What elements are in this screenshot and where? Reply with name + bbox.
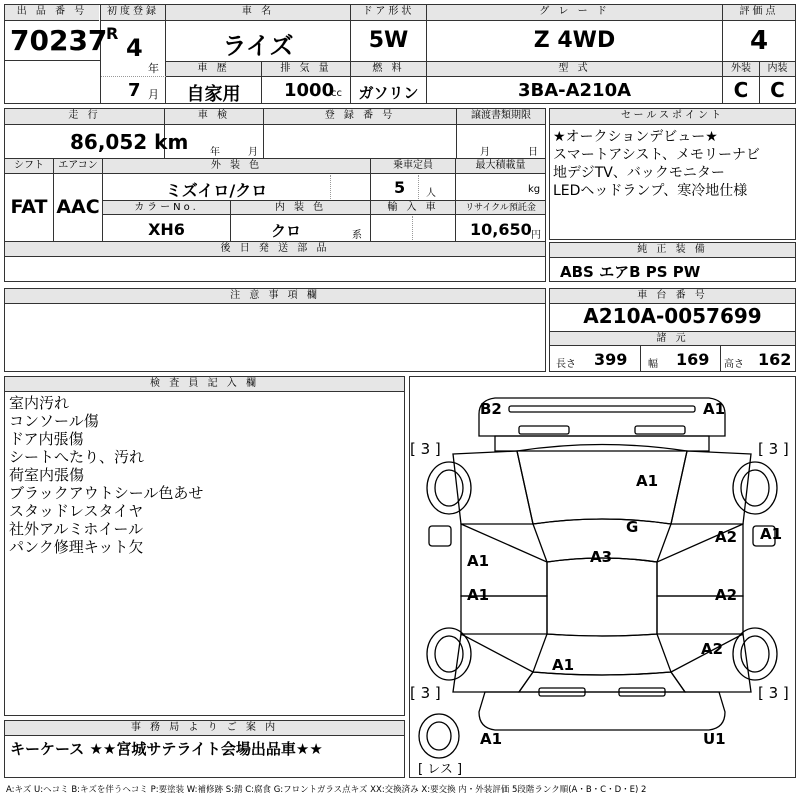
selling-point: ★オークションデビュー★ <box>553 129 718 145</box>
mark-right-fender: A1 <box>760 525 783 543</box>
reg-year-unit: 年 <box>148 62 159 75</box>
inspector-note: パンク修理キット欠 <box>9 538 144 556</box>
chassis-header: 車 台 番 号 <box>550 289 795 304</box>
inspector-note: シートへたり、汚れ <box>9 448 145 466</box>
inspector-note: スタッドレスタイヤ <box>9 502 144 520</box>
tire-rear-right: [ 3 ] <box>758 684 789 702</box>
height-value: 162 <box>758 350 792 369</box>
fuel-header: 燃 料 <box>351 61 426 77</box>
mark-left-rear-door: A1 <box>467 586 490 604</box>
tire-rear-left: [ 3 ] <box>410 684 441 702</box>
inspector-note: コンソール傷 <box>9 412 99 430</box>
displacement: 1000 <box>284 80 335 101</box>
import-header: 輸 入 車 <box>371 200 455 215</box>
legend: A:キズ U:ヘコミ B:キズを伴うヘコミ P:要塗装 W:補修跡 S:錆 C:腐食 G:フロントガラス点キズ XX:交換済み X:要交換 内・外装評価 5段階ランク順(A・B・C・D・E) 2 <box>6 785 647 795</box>
inspector-note: 社外アルミホイール <box>9 520 144 538</box>
color-no-header: カラーNo. <box>103 200 230 215</box>
transfer-header: 譲渡書類期限 <box>457 109 545 125</box>
inspector-note: 室内汚れ <box>9 394 70 412</box>
ac-header: エアコン <box>54 159 102 174</box>
reg-month-unit: 月 <box>148 88 159 101</box>
ext-header: 外装 <box>723 61 759 77</box>
mark-front-right-corner: A1 <box>703 400 726 418</box>
reg-month: 7 <box>128 80 141 101</box>
recycle-fee: 10,650 <box>470 220 532 239</box>
ext-color-header: 外 装 色 <box>103 159 370 174</box>
mark-right-quarter: A2 <box>701 640 724 658</box>
model-header: 型 式 <box>427 61 722 77</box>
transfer-day-unit: 日 <box>528 147 538 158</box>
transfer-month-unit: 月 <box>480 147 490 158</box>
displacement-unit: cc <box>331 88 342 99</box>
dimensions-header: 諸 元 <box>550 331 795 346</box>
spare-tire-label: [ レス ] <box>418 762 463 777</box>
later-parts-header: 後 日 発 送 部 品 <box>5 242 545 257</box>
selling-points-header: セールスポイント <box>550 109 795 125</box>
int-score: C <box>770 78 785 102</box>
int-color-header: 内 装 色 <box>231 200 370 215</box>
int-header: 内装 <box>760 61 795 77</box>
reg-year: 4 <box>126 34 143 62</box>
model-code: 3BA-A210A <box>517 80 632 101</box>
inspection-year-unit: 年 <box>210 147 220 158</box>
capacity-header: 乗車定員 <box>371 159 455 174</box>
mark-right-front-door: A2 <box>715 528 738 546</box>
mark-roof: A3 <box>590 548 613 566</box>
mark-tailgate: A1 <box>552 656 575 674</box>
score-header: 評価点 <box>723 5 795 21</box>
fuel: ガソリン <box>358 84 419 102</box>
color-no: XH6 <box>148 220 185 239</box>
int-color: クロ <box>270 222 301 240</box>
selling-points-list <box>553 128 760 200</box>
inspector-note: ドア内張傷 <box>9 430 84 448</box>
capacity: 5 <box>394 178 406 197</box>
shift-header: シフト <box>5 159 53 174</box>
office-note: キーケース ★★宮城サテライト会場出品車★★ <box>10 740 323 758</box>
history-header: 車 歴 <box>166 61 261 77</box>
inspection-month-unit: 月 <box>248 147 258 158</box>
load-unit: kg <box>528 184 541 195</box>
genuine-equipment: ABS エアB PS PW <box>560 263 701 281</box>
door-header: ドア形状 <box>351 5 426 21</box>
shift: FAT <box>10 196 48 218</box>
car-diagram <box>409 376 796 778</box>
reg-no-header: 登 録 番 号 <box>264 109 456 125</box>
max-load-header: 最大積載量 <box>456 159 545 174</box>
mark-hood: A1 <box>636 472 659 490</box>
ac: AAC <box>56 196 100 218</box>
length-label: 長さ <box>556 359 576 370</box>
inspector-header: 検 査 員 記 入 欄 <box>5 377 404 392</box>
mark-left-front-door: A1 <box>467 552 490 570</box>
recycle-header: リサイクル預託金 <box>456 200 545 215</box>
chassis-number: A210A-0057699 <box>583 304 762 328</box>
mileage-header: 走 行 <box>5 109 164 125</box>
mark-right-rear-door: A2 <box>715 586 738 604</box>
grade-header: グ レ ー ド <box>427 5 722 21</box>
mileage: 86,052 km <box>70 130 189 154</box>
lot-no-header: 出 品 番 号 <box>5 5 99 21</box>
ext-color: ミズイロ/クロ <box>165 181 268 200</box>
mark-rear-left: A1 <box>480 730 503 748</box>
lot-number: 70237 <box>10 24 108 57</box>
history: 自家用 <box>186 84 241 105</box>
genuine-header: 純 正 装 備 <box>550 243 795 258</box>
tire-front-left: [ 3 ] <box>410 440 441 458</box>
selling-point: LEDヘッドランプ、寒冷地仕様 <box>553 183 748 199</box>
ext-score: C <box>733 78 749 102</box>
displacement-header: 排 気 量 <box>262 61 350 77</box>
reg-era: R <box>106 24 119 43</box>
mark-rear-right: U1 <box>703 730 726 748</box>
capacity-unit: 人 <box>426 188 436 199</box>
int-color-unit: 系 <box>352 230 362 241</box>
height-label: 高さ <box>724 359 744 370</box>
mark-front-bumper: B2 <box>480 400 502 418</box>
selling-point: 地デジTV、バックモニター <box>553 165 725 181</box>
grade: Z 4WD <box>533 28 616 53</box>
recycle-unit: 円 <box>531 230 541 241</box>
inspection-header: 車 検 <box>165 109 263 125</box>
width-label: 幅 <box>648 359 658 370</box>
length-value: 399 <box>594 350 628 369</box>
mark-windshield: G <box>626 518 639 536</box>
inspector-notes-list <box>9 394 203 556</box>
inspector-note: 荷室内張傷 <box>9 466 85 484</box>
tire-front-right: [ 3 ] <box>758 440 789 458</box>
first-reg-header: 初度登録 <box>101 5 165 21</box>
door-type: 5W <box>368 28 409 53</box>
car-name: ライズ <box>222 32 294 60</box>
car-name-header: 車 名 <box>166 5 350 21</box>
office-header: 事 務 局 よ り ご 案 内 <box>5 721 404 736</box>
selling-point: スマートアシスト、メモリーナビ <box>553 147 761 163</box>
width-value: 169 <box>676 350 710 369</box>
notes-header: 注 意 事 項 欄 <box>5 289 545 304</box>
inspector-note: ブラックアウトシール色あせ <box>9 484 204 502</box>
score: 4 <box>749 26 769 56</box>
